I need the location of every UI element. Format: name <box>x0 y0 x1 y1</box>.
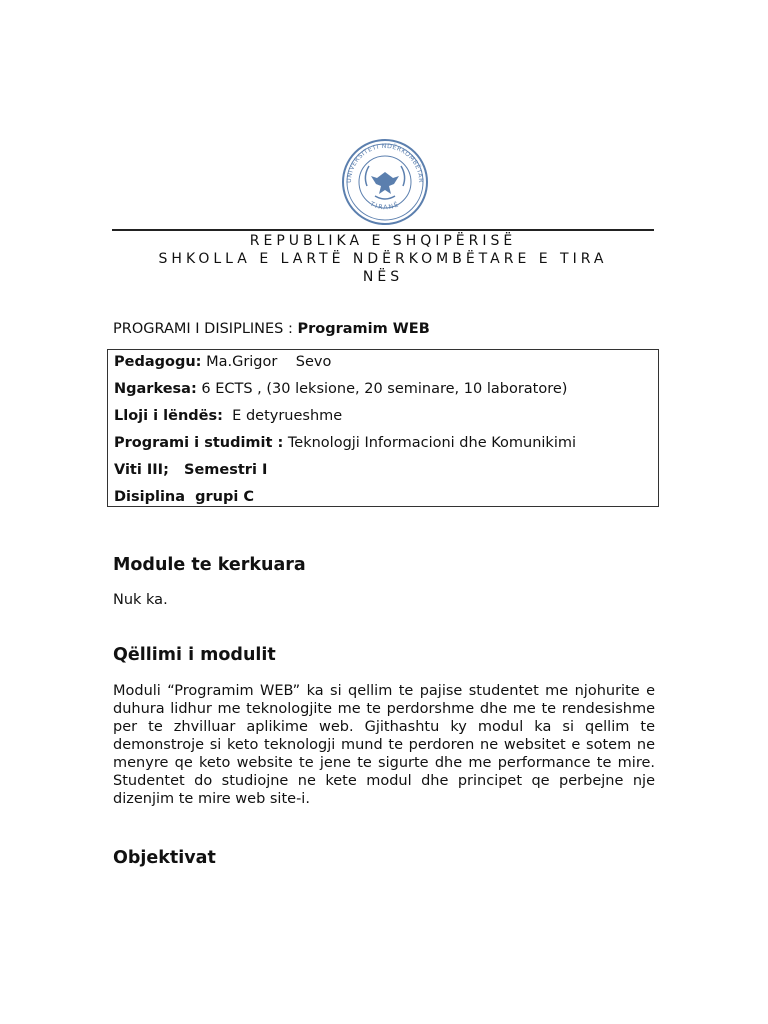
university-seal-logo <box>341 138 429 226</box>
program-label: PROGRAMI I DISIPLINES : <box>113 321 298 337</box>
goal-heading: Qëllimi i modulit <box>113 645 276 665</box>
program-value: Programim WEB <box>297 321 430 337</box>
ngarkesa-label: Ngarkesa: <box>114 381 197 397</box>
svg-text:TIRANË <box>368 199 401 211</box>
pedagogu-label: Pedagogu: <box>114 354 202 370</box>
course-info-box <box>107 349 659 507</box>
header-school-continued: NËS <box>362 269 404 285</box>
header-rule <box>112 229 654 231</box>
pedagogu-value: Ma.Grigor Sevo <box>201 354 332 370</box>
info-row-pedagogu <box>114 350 652 377</box>
header-republic: REPUBLIKA E SHQIPËRISË <box>249 233 517 249</box>
header-school: SHKOLLA E LARTË NDËRKOMBËTARE E TIRA <box>158 251 608 267</box>
programi-label: Programi i studimit : <box>114 435 284 451</box>
ngarkesa-value: 6 ECTS , (30 leksione, 20 seminare, 10 laboratore) <box>196 381 568 397</box>
info-row-programi <box>114 431 652 458</box>
lloji-label: Lloji i lëndës: <box>114 408 223 424</box>
info-row-ngarkesa <box>114 377 652 404</box>
info-row-lloji <box>114 404 652 431</box>
modules-text: Nuk ka. <box>113 592 168 608</box>
info-row-disiplina <box>114 485 652 512</box>
disiplina-label: Disiplina grupi C <box>114 489 255 505</box>
programi-value: Teknologji Informacioni dhe Komunikimi <box>283 435 577 451</box>
info-row-viti <box>114 458 652 485</box>
objectives-heading: Objektivat <box>113 848 216 868</box>
lloji-value: E detyrueshme <box>222 408 343 424</box>
viti-label: Viti III; Semestri I <box>114 462 268 478</box>
program-title <box>113 321 430 337</box>
seal-top-text: UNIVERSITETI NDËRKOMBËTAR <box>345 142 425 184</box>
modules-heading: Module te kerkuara <box>113 555 306 575</box>
seal-bottom-text: TIRANË <box>369 200 401 212</box>
goal-paragraph: Moduli “Programim WEB” ka si qellim te pajise studentet me njohurite e duhura lidhur me teknologjite me te perdorshme dhe me te rendesishme per te zhvilluar aplikime web. Gjithashtu ky modul ka si qellim te demonstroje si keto teknologji mund te perdoren ne websitet e sotem ne menyre qe keto website te jene te sigurte dhe me performance te mire. Studentet do studiojne ne kete modul dhe principet qe perbejne nje dizenjim te mire web site-i. <box>113 683 655 807</box>
